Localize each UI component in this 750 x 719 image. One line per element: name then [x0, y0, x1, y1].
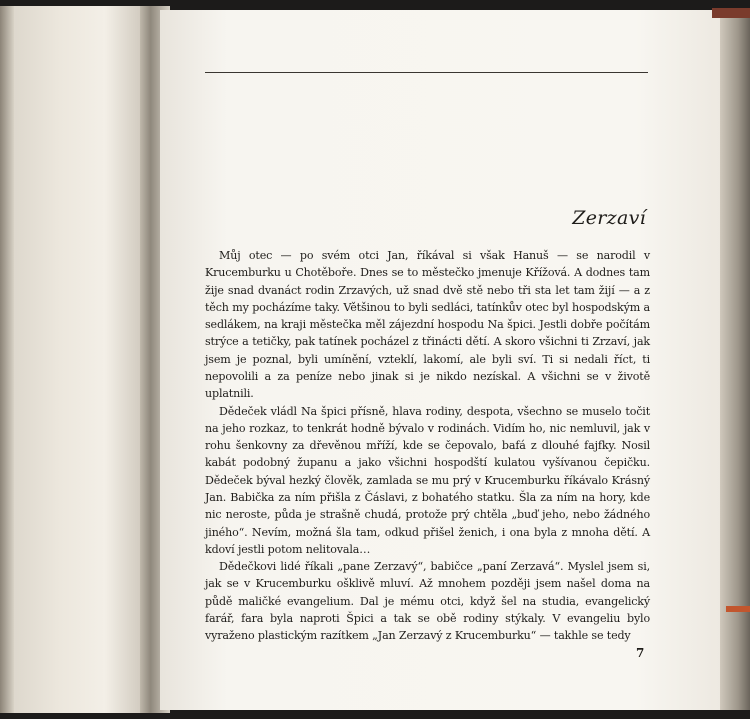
cover-edge	[712, 8, 750, 18]
chapter-title: Zerzaví	[572, 207, 646, 229]
paragraph-2: Dědeček vládl Na špici přísně, hlava rodiny, despota, všechno se muselo točit na jeho rozkaz, to tenkrát hodně bývalo v rodinách. Vidím ho, nic nemluvil, jak v rohu šenkovny za dřevěnou mříží, kde se čepovalo, bafá z dlouhé fajfky. Nosil kabát podobný županu a jako všichni hospodští kulatou vyšívanou čepičku. Dědeček býval hezký člověk, zamlada se mu prý v Krucemburku říkávalo Krásný Jan. Babička za ním přišla z Čáslavi, z bohatého statku. Šla za ním na hory, kde nic neroste, půda je strašně chudá, protože prý chtěla „buď jeho, nebo žádného jiného“. Nevím, možná šla tam, odkud přišel ženich, i ona byla z mnoha dětí. A kdoví jestli potom nelitovala…	[205, 404, 650, 556]
page-number: 7	[636, 646, 645, 660]
body-text	[205, 247, 650, 644]
left-page-edges	[0, 6, 150, 713]
bookmark-ribbon	[726, 606, 750, 612]
paragraph-3: Dědečkovi lidé říkali „pane Zerzavý“, babičce „paní Zerzavá“. Myslel jsem si, jak se v Krucemburku ošklivě mluví. Až mnohem později jsem našel doma na půdě maličké evangelium. Dal je mému otci, když šel na studia, evangelický farář, fara byla naproti Špici a tak se obě rodiny stýkaly. V evangeliu bylo vyraženo plastickým razítkem „Jan Zerzavý z Krucemburku“ — takhle se tedy	[205, 560, 650, 643]
paragraph-1: Můj otec — po svém otci Jan, říkával si však Hanuš — se narodil v Krucemburku u Chotěboře. Dnes se to městečko jmenuje Křížová. A dodnes tam žije snad dvanáct rodin Zrzavých, už snad dvě stě nebo tři sta let tam žijí — a z těch my pocházíme taky. Většinou to byli sedláci, tatínkův otec byl hospodským a sedlákem, na kraji městečka měl zájezdní hospodu Na špici. Jestli dobře počítám strýce a tetičky, pak tatínek pocházel z třinácti dětí. A skoro všichni ti Zrzaví, jak jsem je poznal, byli umínění, vzteklí, lakomí, ale byli sví. Ti si nedali říct, ti nepovolili a za peníze nebo jinak si je nikdo nezískal. A všichni se v životě uplatnili.	[205, 249, 650, 401]
header-rule	[205, 72, 648, 73]
